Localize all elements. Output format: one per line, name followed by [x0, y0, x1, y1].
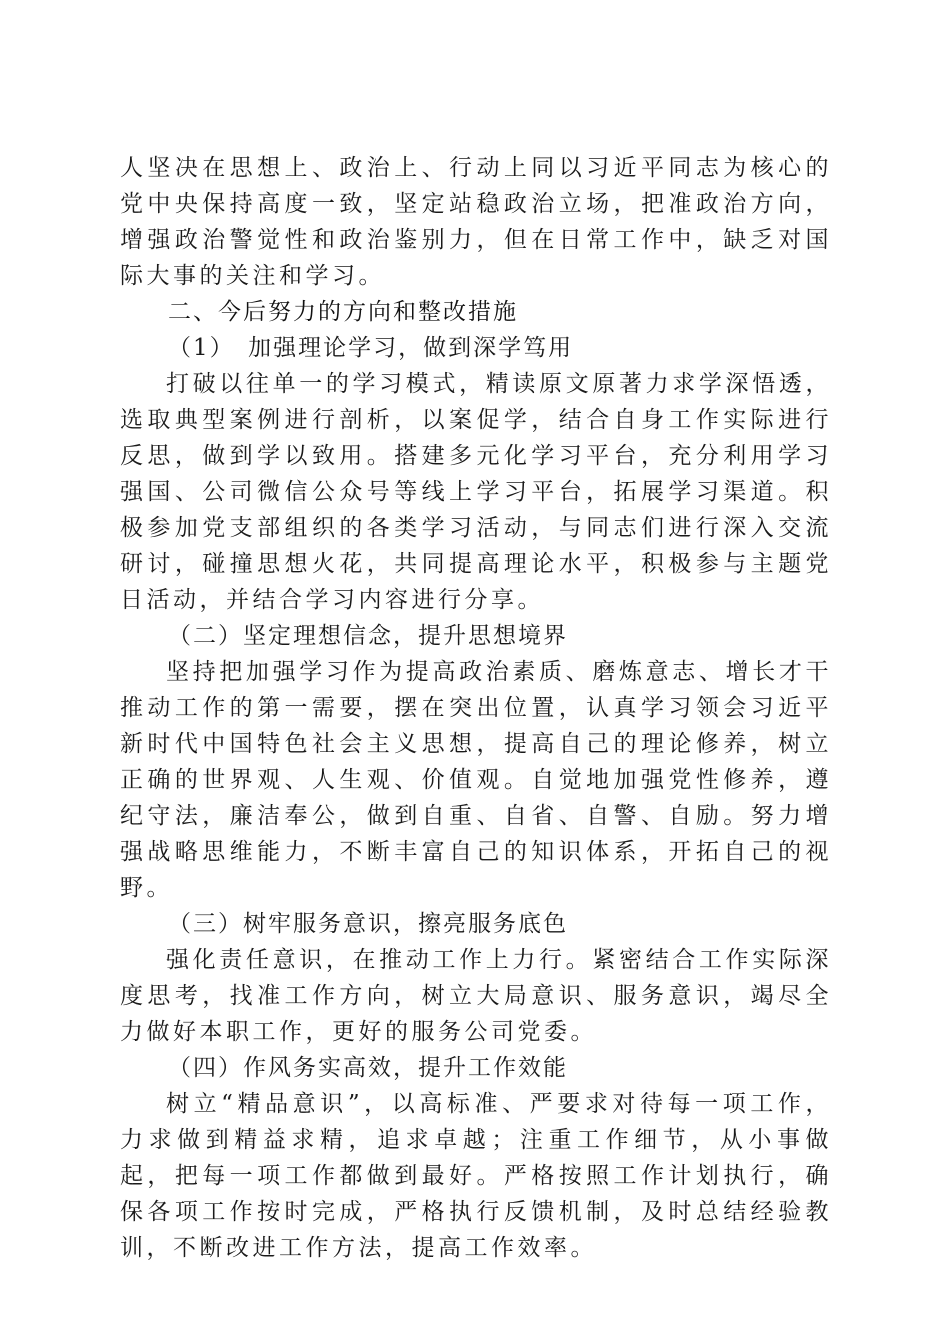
paragraph: 打破以往单一的学习模式，精读原文原著力求学深悟透，选取典型案例进行剖析，以案促学，结合自身工作实际进行反思，做到学以致用。搭建多元化学习平台，充分利用学习强国、公司微信公众号等线上学习平台，拓展学习渠道。积极参加党支部组织的各类学习活动，与同志们进行深入交流研讨，碰撞思想火花，共同提高理论水平，积极参与主题党日活动，并结合学习内容进行分享。: [120, 371, 832, 613]
paragraph: 坚持把加强学习作为提高政治素质、磨炼意志、增长才干推动工作的第一需要，摆在突出位置，认真学习领会习近平新时代中国特色社会主义思想，提高自己的理论修养，树立正确的世界观、人生观、价值观。自觉地加强党性修养，遵纪守法，廉洁奉公，做到自重、自省、自警、自励。努力增强战略思维能力，不断丰富自己的知识体系，开拓自己的视野。: [120, 659, 832, 901]
subsection-heading-2: （二）坚定理想信念，提升思想境界: [168, 623, 568, 649]
subsection-heading-4: （四）作风务实高效，提升工作效能: [168, 1055, 568, 1081]
subsection-heading-3: （三）树牢服务意识，擦亮服务底色: [168, 911, 568, 937]
paragraph: 强化责任意识，在推动工作上力行。紧密结合工作实际深度思考，找准工作方向，树立大局意识、服务意识，竭尽全力做好本职工作，更好的服务公司党委。: [120, 947, 832, 1045]
section-heading: 二、今后努力的方向和整改措施: [168, 299, 518, 325]
paragraph-continued: 人坚决在思想上、政治上、行动上同以习近平同志为核心的党中央保持高度一致，坚定站稳政治立场，把准政治方向，增强政治警觉性和政治鉴别力，但在日常工作中，缺乏对国际大事的关注和学习。: [120, 155, 832, 289]
subsection-heading-1: （1） 加强理论学习，做到深学笃用: [168, 335, 574, 361]
paragraph: 树立“精品意识”，以高标准、严要求对待每一项工作，力求做到精益求精，追求卓越；注重工作细节，从小事做起，把每一项工作都做到最好。严格按照工作计划执行，确保各项工作按时完成，严格执行反馈机制，及时总结经验教训，不断改进工作方法，提高工作效率。: [120, 1091, 832, 1261]
document-body: [120, 150, 832, 1266]
